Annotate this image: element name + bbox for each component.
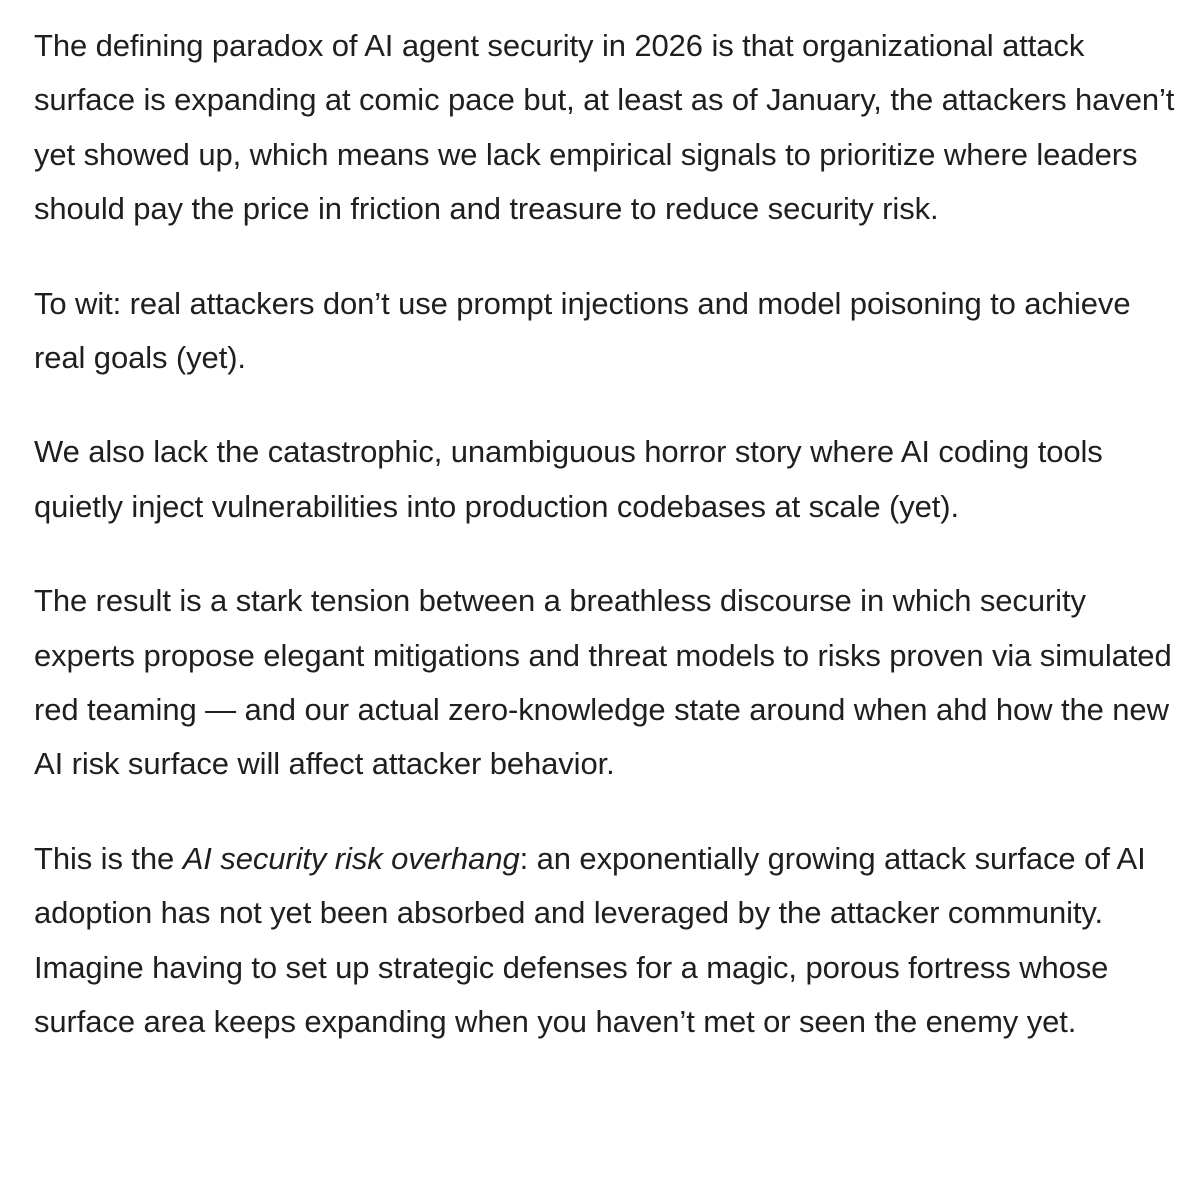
paragraph-horror-story: We also lack the catastrophic, unambiguous horror story where AI coding tools quietly inject vulnerabilities into production codebases at scale (yet).	[34, 434, 1103, 524]
paragraph-stark-tension: The result is a stark tension between a breathless discourse in which security experts propose elegant mitigations and threat models to risks proven via simulated red teaming — and our actual zero-knowledge state around when ahd how the new AI risk surface will affect attacker behavior.	[34, 583, 1172, 782]
paragraph-risk-overhang-lead: This is the	[34, 840, 183, 876]
paragraph-risk-overhang-rest: : an exponentially growing attack surface of AI adoption has not yet been absorbed and leveraged by the attacker community. Imagine having to set up strategic defenses for a magic, porous fortress whose surface area keeps expanding when you haven’t met or seen the enemy yet.	[34, 840, 1146, 1040]
paragraph-to-wit: To wit: real attackers don’t use prompt injections and model poisoning to achieve real goals (yet).	[34, 285, 1131, 376]
risk-overhang-emphasis: AI security risk overhang	[182, 840, 520, 876]
paragraph-attack-surface-paradox: The defining paradox of AI agent security in 2026 is that organizational attack surface is expanding at comic pace but, at least as of January, the attackers haven’t yet showed up, which means we lack empirical signals to prioritize where leaders should pay the price in friction and treasure to reduce security risk.	[34, 28, 1175, 227]
paragraph-risk-overhang	[34, 832, 1180, 1050]
